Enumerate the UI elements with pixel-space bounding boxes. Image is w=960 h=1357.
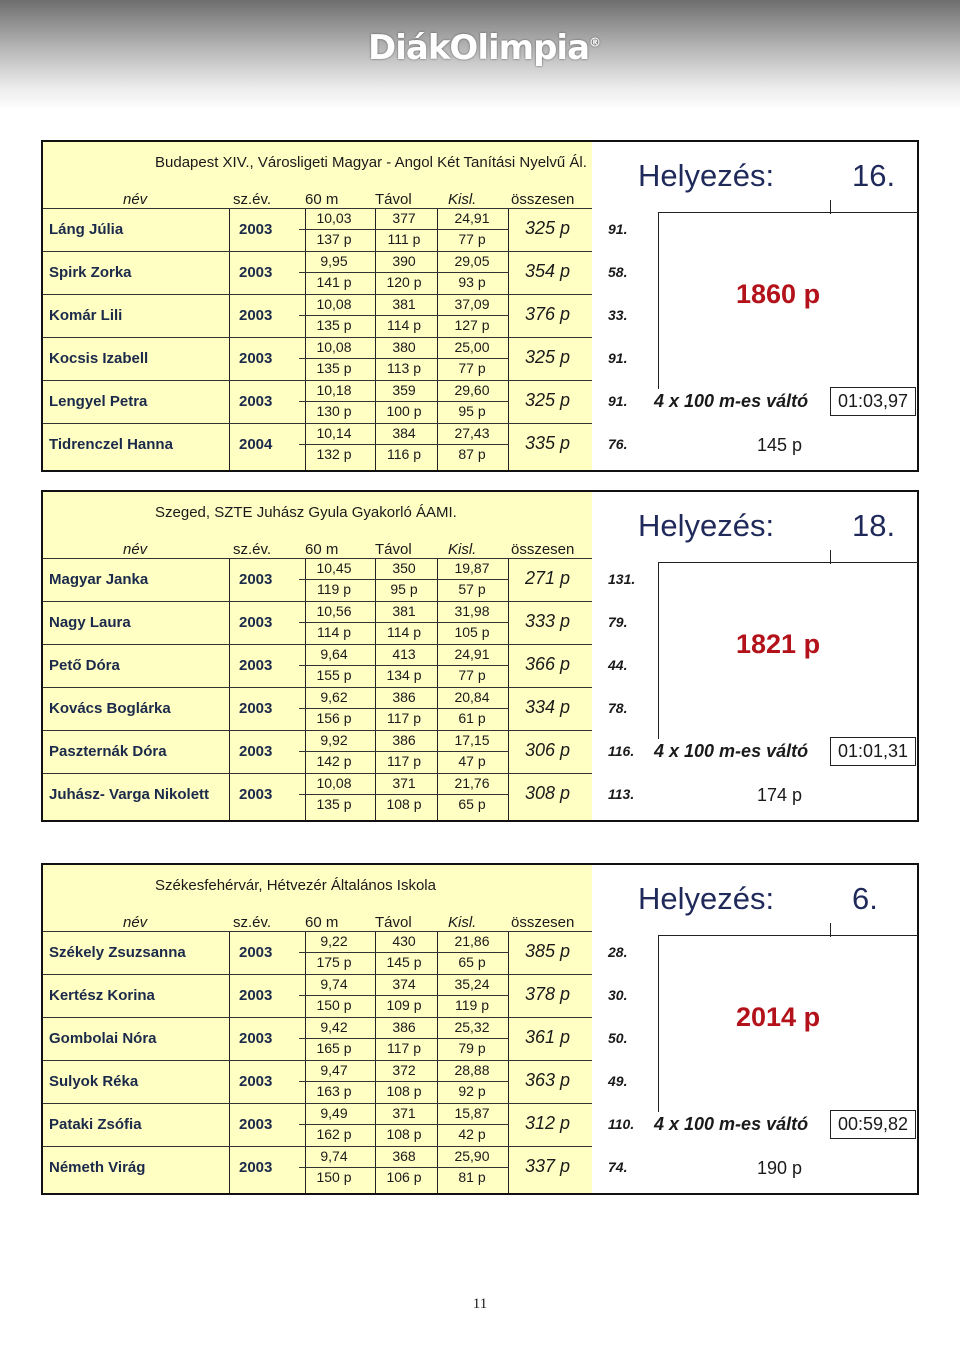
header-tavol: Távol (375, 541, 412, 558)
result-tavol: 430 (392, 933, 416, 949)
athlete-total: 354 p (525, 261, 571, 281)
row-divider (43, 601, 594, 602)
athlete-name: Pataki Zsófia (49, 1116, 142, 1133)
athlete-rank: 116. (608, 743, 635, 759)
result-kisl: 19,87 (454, 560, 490, 576)
athlete-rank: 44. (608, 657, 628, 673)
row-divider (43, 251, 594, 252)
points-m60: 141 p (316, 274, 352, 290)
athlete-rank: 33. (608, 307, 628, 323)
athlete-total: 325 p (525, 390, 571, 410)
row-divider (43, 773, 594, 774)
school-name: Szeged, SZTE Juhász Gyula Gyakorló ÁAMI. (155, 504, 457, 521)
header-year: sz.év. (233, 541, 272, 558)
row-divider (43, 974, 594, 975)
result-tavol: 371 (392, 1105, 416, 1121)
athlete-total: 335 p (525, 433, 571, 453)
column-divider (508, 558, 509, 820)
points-kisl: 127 p (454, 317, 490, 333)
birth-year: 2003 (239, 350, 273, 367)
result-kisl: 25,00 (454, 339, 490, 355)
athlete-rank: 91. (608, 221, 628, 237)
header-kisl: Kisl. (448, 191, 477, 208)
points-kisl: 65 p (458, 796, 486, 812)
row-divider (43, 423, 594, 424)
points-kisl: 65 p (458, 954, 486, 970)
relay-label: 4 x 100 m-es váltó (654, 1114, 809, 1134)
athlete-total: 271 p (525, 568, 571, 588)
athlete-total: 325 p (525, 218, 571, 238)
result-m60: 9,22 (320, 933, 348, 949)
header-year: sz.év. (233, 191, 272, 208)
birth-year: 2003 (239, 1030, 273, 1047)
result-kisl: 20,84 (454, 689, 490, 705)
athlete-rank: 91. (608, 350, 628, 366)
school-block (0, 490, 960, 830)
points-tavol: 114 p (387, 624, 421, 640)
points-m60: 114 p (317, 624, 351, 640)
points-m60: 137 p (316, 231, 352, 247)
birth-year: 2004 (239, 436, 273, 453)
athlete-rank: 113. (608, 786, 635, 802)
points-kisl: 93 p (458, 274, 486, 290)
result-m60: 9,64 (320, 646, 348, 662)
result-tavol: 386 (392, 732, 416, 748)
athlete-name: Sulyok Réka (49, 1073, 139, 1090)
subrow-divider (299, 229, 509, 230)
athlete-rank: 78. (608, 700, 628, 716)
points-m60: 135 p (316, 360, 352, 376)
result-kisl: 35,24 (454, 976, 490, 992)
birth-year: 2003 (239, 614, 273, 631)
athlete-total: 361 p (525, 1027, 571, 1047)
result-tavol: 374 (392, 976, 416, 992)
athlete-name: Láng Júlia (49, 221, 124, 238)
athlete-total: 385 p (525, 941, 571, 961)
result-tavol: 384 (392, 425, 416, 441)
result-kisl: 29,60 (454, 382, 490, 398)
points-m60: 162 p (316, 1126, 352, 1142)
birth-year: 2003 (239, 987, 273, 1004)
athlete-name: Magyar Janka (49, 571, 149, 588)
result-m60: 9,62 (320, 689, 348, 705)
result-tavol: 372 (392, 1062, 416, 1078)
placement-label: Helyezés: (638, 158, 775, 193)
points-kisl: 77 p (458, 360, 486, 376)
result-kisl: 17,15 (454, 732, 490, 748)
points-tavol: 120 p (386, 274, 422, 290)
result-tavol: 371 (392, 775, 416, 791)
athlete-rank: 79. (608, 614, 628, 630)
subrow-divider (299, 1167, 509, 1168)
points-kisl: 119 p (455, 997, 489, 1013)
birth-year: 2003 (239, 786, 273, 803)
row-divider (43, 1103, 594, 1104)
result-kisl: 21,76 (454, 775, 490, 791)
result-m60: 10,56 (316, 603, 352, 619)
athlete-total: 366 p (525, 654, 571, 674)
result-tavol: 350 (392, 560, 416, 576)
school-block (0, 863, 960, 1203)
placement-value: 16. (852, 158, 896, 193)
athlete-name: Gombolai Nóra (49, 1030, 157, 1047)
points-tavol: 117 p (387, 753, 421, 769)
row-divider (43, 294, 594, 295)
subrow-divider (299, 579, 509, 580)
result-tavol: 368 (392, 1148, 416, 1164)
points-m60: 119 p (317, 581, 351, 597)
birth-year: 2003 (239, 307, 273, 324)
athlete-total: 308 p (525, 783, 571, 803)
points-tavol: 113 p (387, 360, 421, 376)
row-divider (43, 380, 594, 381)
athlete-name: Nagy Laura (49, 614, 131, 631)
athlete-name: Németh Virág (49, 1159, 146, 1176)
school-block (0, 140, 960, 480)
birth-year: 2003 (239, 1073, 273, 1090)
points-m60: 163 p (316, 1083, 352, 1099)
result-kisl: 25,90 (454, 1148, 490, 1164)
points-kisl: 77 p (458, 231, 486, 247)
result-m60: 9,74 (320, 976, 348, 992)
points-tavol: 117 p (387, 1040, 421, 1056)
header-total: összesen (511, 541, 575, 558)
athlete-name: Lengyel Petra (49, 393, 148, 410)
header-60m: 60 m (305, 191, 339, 208)
points-kisl: 42 p (458, 1126, 486, 1142)
points-m60: 175 p (316, 954, 352, 970)
column-divider (229, 208, 230, 470)
relay-time: 00:59,82 (830, 1110, 916, 1139)
relay-time: 01:01,31 (830, 737, 916, 766)
subrow-divider (299, 952, 509, 953)
header-name: név (123, 191, 148, 208)
subrow-divider (299, 272, 509, 273)
relay-label: 4 x 100 m-es váltó (654, 741, 809, 761)
points-m60: 150 p (316, 997, 352, 1013)
subrow-divider (299, 1081, 509, 1082)
birth-year: 2003 (239, 1159, 273, 1176)
athlete-rank: 91. (608, 393, 628, 409)
athlete-total: 376 p (525, 304, 571, 324)
points-tavol: 106 p (386, 1169, 422, 1185)
relay-label: 4 x 100 m-es váltó (654, 391, 809, 411)
subrow-divider (299, 1038, 509, 1039)
row-divider (43, 1017, 594, 1018)
result-tavol: 390 (392, 253, 416, 269)
header-year: sz.év. (233, 914, 272, 931)
points-m60: 130 p (316, 403, 352, 419)
athlete-rank: 74. (608, 1159, 628, 1175)
points-m60: 156 p (316, 710, 352, 726)
athlete-rank: 110. (608, 1116, 635, 1132)
subrow-divider (299, 708, 509, 709)
result-m60: 9,42 (320, 1019, 348, 1035)
athlete-rank: 30. (608, 987, 628, 1003)
header-60m: 60 m (305, 541, 339, 558)
subrow-divider (299, 1124, 509, 1125)
result-tavol: 386 (392, 1019, 416, 1035)
header-60m: 60 m (305, 914, 339, 931)
placement-label: Helyezés: (638, 508, 775, 543)
points-m60: 135 p (316, 796, 352, 812)
athlete-total: 312 p (525, 1113, 571, 1133)
placement-panel (592, 863, 919, 1195)
points-kisl: 95 p (458, 403, 486, 419)
athlete-name: Kocsis Izabell (49, 350, 149, 367)
subrow-divider (299, 665, 509, 666)
points-tavol: 111 p (387, 231, 421, 247)
birth-year: 2003 (239, 571, 273, 588)
points-kisl: 79 p (458, 1040, 486, 1056)
result-m60: 10,08 (316, 775, 352, 791)
athlete-name: Kertész Korina (49, 987, 155, 1004)
header-name: név (123, 541, 148, 558)
row-divider (43, 1060, 594, 1061)
result-m60: 10,08 (316, 339, 352, 355)
athlete-total: 333 p (525, 611, 571, 631)
points-tavol: 95 p (390, 581, 418, 597)
column-divider (508, 208, 509, 470)
athlete-rank: 49. (608, 1073, 628, 1089)
subrow-divider (299, 622, 509, 623)
athlete-rank: 28. (608, 944, 628, 960)
result-m60: 10,18 (316, 382, 352, 398)
row-divider (43, 687, 594, 688)
athlete-total: 378 p (525, 984, 571, 1004)
result-tavol: 413 (392, 646, 416, 662)
result-m60: 10,03 (316, 210, 352, 226)
header-total: összesen (511, 191, 575, 208)
points-tavol: 108 p (386, 796, 422, 812)
points-m60: 132 p (316, 446, 352, 462)
birth-year: 2003 (239, 944, 273, 961)
birth-year: 2003 (239, 1116, 273, 1133)
points-kisl: 92 p (458, 1083, 486, 1099)
result-m60: 10,08 (316, 296, 352, 312)
header-tavol: Távol (375, 914, 412, 931)
results-table (41, 490, 594, 822)
header-banner (0, 0, 960, 110)
athlete-rank: 58. (608, 264, 628, 280)
subrow-divider (299, 751, 509, 752)
result-kisl: 31,98 (454, 603, 490, 619)
birth-year: 2003 (239, 264, 273, 281)
result-m60: 10,14 (316, 425, 352, 441)
points-tavol: 116 p (387, 446, 421, 462)
points-tavol: 108 p (386, 1126, 422, 1142)
placement-panel (592, 490, 919, 822)
result-kisl: 28,88 (454, 1062, 490, 1078)
relay-points: 190 p (757, 1158, 803, 1178)
birth-year: 2003 (239, 221, 273, 238)
athlete-total: 325 p (525, 347, 571, 367)
row-divider (43, 1146, 594, 1147)
team-total-points: 1821 p (736, 629, 821, 659)
result-m60: 9,92 (320, 732, 348, 748)
diakolimpia-logo: DiákOlimpia® (368, 28, 602, 68)
points-m60: 150 p (316, 1169, 352, 1185)
athlete-name: Székely Zsuzsanna (49, 944, 186, 961)
subrow-divider (299, 315, 509, 316)
result-kisl: 25,32 (454, 1019, 490, 1035)
school-name: Székesfehérvár, Hétvezér Általános Iskola (155, 877, 436, 894)
result-kisl: 15,87 (454, 1105, 490, 1121)
result-tavol: 359 (392, 382, 416, 398)
placement-value: 6. (852, 881, 878, 916)
result-m60: 10,45 (316, 560, 352, 576)
results-table (41, 863, 594, 1195)
athlete-total: 363 p (525, 1070, 571, 1090)
row-divider (43, 337, 594, 338)
placement-value: 18. (852, 508, 896, 543)
team-total-points: 1860 p (736, 279, 821, 309)
results-table (41, 140, 594, 472)
header-total: összesen (511, 914, 575, 931)
birth-year: 2003 (239, 700, 273, 717)
points-kisl: 77 p (458, 667, 486, 683)
points-kisl: 105 p (454, 624, 490, 640)
athlete-name: Juhász- Varga Nikolett (49, 786, 210, 803)
athlete-total: 306 p (525, 740, 571, 760)
points-tavol: 134 p (386, 667, 422, 683)
result-tavol: 381 (392, 603, 416, 619)
column-divider (229, 558, 230, 820)
points-tavol: 100 p (386, 403, 422, 419)
subrow-divider (299, 444, 509, 445)
result-tavol: 386 (392, 689, 416, 705)
athlete-name: Pető Dóra (49, 657, 120, 674)
row-divider (43, 730, 594, 731)
relay-points: 174 p (757, 785, 803, 805)
result-m60: 9,49 (320, 1105, 348, 1121)
header-kisl: Kisl. (448, 914, 477, 931)
athlete-total: 337 p (525, 1156, 571, 1176)
subrow-divider (299, 995, 509, 996)
points-tavol: 114 p (387, 317, 421, 333)
result-kisl: 29,05 (454, 253, 490, 269)
athlete-name: Komár Lili (49, 307, 123, 324)
result-kisl: 21,86 (454, 933, 490, 949)
athlete-rank: 50. (608, 1030, 628, 1046)
result-tavol: 377 (392, 210, 416, 226)
header-tavol: Távol (375, 191, 412, 208)
points-kisl: 81 p (458, 1169, 486, 1185)
subrow-divider (299, 401, 509, 402)
points-m60: 155 p (316, 667, 352, 683)
points-tavol: 109 p (386, 997, 422, 1013)
result-kisl: 24,91 (454, 646, 490, 662)
athlete-name: Paszternák Dóra (49, 743, 167, 760)
row-divider (43, 644, 594, 645)
column-divider (508, 931, 509, 1193)
athlete-name: Tidrenczel Hanna (49, 436, 173, 453)
birth-year: 2003 (239, 743, 273, 760)
points-kisl: 47 p (458, 753, 486, 769)
athlete-name: Kovács Boglárka (49, 700, 171, 717)
result-kisl: 37,09 (454, 296, 490, 312)
subrow-divider (299, 358, 509, 359)
relay-points: 145 p (757, 435, 803, 455)
points-m60: 135 p (316, 317, 352, 333)
subrow-divider (299, 794, 509, 795)
placement-panel (592, 140, 919, 472)
points-m60: 165 p (316, 1040, 352, 1056)
header-name: név (123, 914, 148, 931)
placement-label: Helyezés: (638, 881, 775, 916)
row-divider (43, 208, 594, 209)
result-tavol: 381 (392, 296, 416, 312)
athlete-rank: 131. (608, 571, 636, 587)
row-divider (43, 558, 594, 559)
relay-time: 01:03,97 (830, 387, 916, 416)
result-kisl: 24,91 (454, 210, 490, 226)
points-tavol: 117 p (387, 710, 421, 726)
row-divider (43, 931, 594, 932)
athlete-total: 334 p (525, 697, 571, 717)
points-m60: 142 p (316, 753, 352, 769)
column-divider (229, 931, 230, 1193)
points-tavol: 108 p (386, 1083, 422, 1099)
result-m60: 9,95 (320, 253, 348, 269)
page-number: 11 (472, 1296, 488, 1312)
athlete-name: Spirk Zorka (49, 264, 132, 281)
birth-year: 2003 (239, 393, 273, 410)
birth-year: 2003 (239, 657, 273, 674)
result-tavol: 380 (392, 339, 416, 355)
team-total-points: 2014 p (736, 1002, 821, 1032)
result-m60: 9,74 (320, 1148, 348, 1164)
points-kisl: 57 p (458, 581, 486, 597)
school-name: Budapest XIV., Városligeti Magyar - Angol Két Tanítási Nyelvű Ál. (155, 154, 587, 171)
result-kisl: 27,43 (454, 425, 490, 441)
points-tavol: 145 p (386, 954, 422, 970)
points-kisl: 87 p (458, 446, 486, 462)
athlete-rank: 76. (608, 436, 628, 452)
result-m60: 9,47 (320, 1062, 348, 1078)
points-kisl: 61 p (458, 710, 486, 726)
header-kisl: Kisl. (448, 541, 477, 558)
